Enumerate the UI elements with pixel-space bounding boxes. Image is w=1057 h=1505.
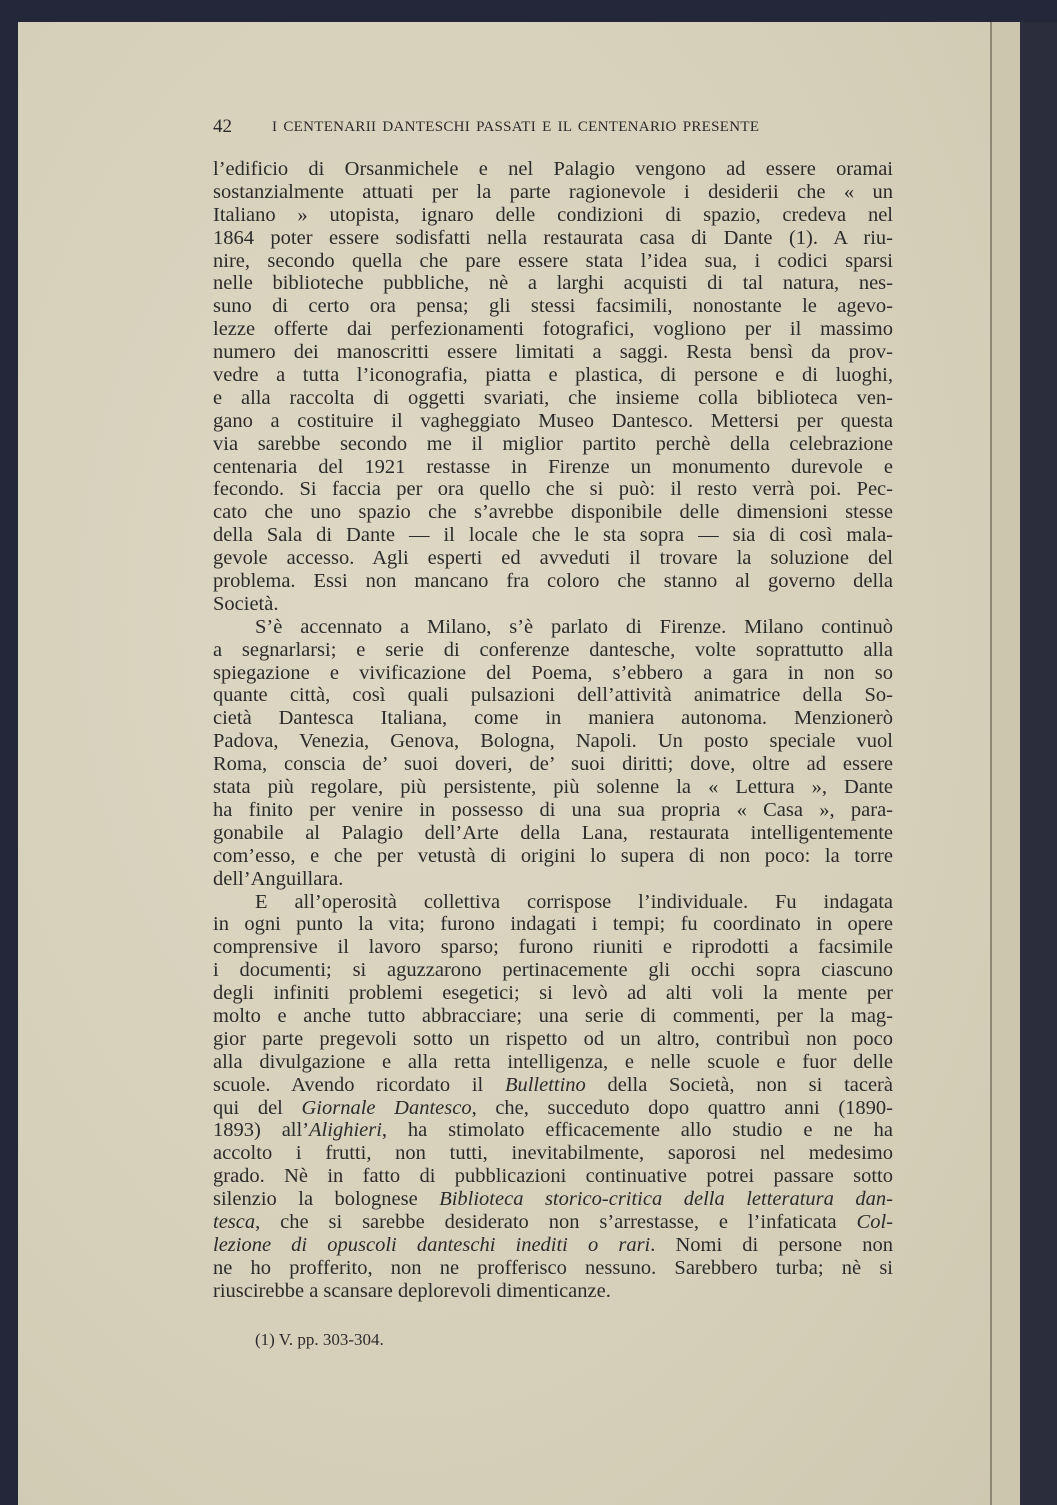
text-line: [213, 1074, 893, 1097]
text-line: [213, 318, 893, 341]
footnote: (1) V. pp. 303-304.: [255, 1330, 384, 1349]
text-segment: . Nomi di persone non: [650, 1233, 893, 1256]
italic-title: Bullettino: [504, 1073, 586, 1096]
text-segment: com’esso, e che per vetustà di origini lo supera di non poco: la torre: [213, 844, 893, 867]
text-line: [213, 730, 893, 753]
text-segment: ha finito per venire in possesso di una sua propria « Casa », para-: [213, 798, 893, 821]
text-line: [213, 478, 893, 501]
text-segment: i documenti; si aguzzarono pertinacemente gli occhi sopra ciascuno: [213, 959, 893, 982]
text-line: [213, 570, 893, 593]
text-line: [213, 410, 893, 433]
text-segment: centenaria del 1921 restasse in Firenze un monumento durevole e: [213, 455, 893, 478]
text-segment: Padova, Venezia, Genova, Bologna, Napoli. Un posto speciale vuol: [213, 730, 893, 753]
text-segment: silenzio la bolognese: [213, 1188, 440, 1211]
text-segment: della Società, non si tacerà: [585, 1073, 893, 1096]
text-segment: nire, secondo quella che pare essere stata l’idea sua, i codici sparsi: [213, 249, 893, 272]
text-line: [213, 1119, 893, 1142]
text-segment: gior parte pregevoli sotto un rispetto od un altro, contribuì non poco: [213, 1027, 893, 1050]
text-line: [213, 684, 893, 707]
text-line: [213, 707, 893, 730]
text-line: [213, 1188, 893, 1211]
italic-title: lezione di opuscoli danteschi inediti o rari: [213, 1233, 651, 1256]
text-segment: sostanzialmente attuati per la parte ragionevole i desiderii che « un: [213, 180, 893, 203]
text-line: [213, 616, 893, 639]
text-segment: quante città, così quali pulsazioni dell’attività animatrice della So-: [213, 684, 893, 707]
running-head: I CENTENARII DANTESCHI PASSATI E IL CENTENARIO PRESENTE: [272, 119, 760, 135]
text-segment: numero dei manoscritti essere limitati a saggi. Resta bensì da prov-: [213, 341, 893, 364]
page-number: 42: [213, 116, 232, 137]
italic-title: tesca: [213, 1210, 256, 1233]
text-line: [213, 662, 893, 685]
text-line: [213, 1097, 893, 1120]
text-line: [213, 845, 893, 868]
italic-title: Col-: [856, 1210, 893, 1233]
text-line: [213, 593, 893, 616]
text-segment: vedre a tutta l’iconografia, piatta e plastica, di persone e di luoghi,: [213, 364, 893, 387]
text-line: [213, 433, 893, 456]
text-line: [213, 753, 893, 776]
text-segment: riuscirebbe a scansare deplorevoli dimenticanze.: [213, 1279, 611, 1302]
italic-title: Alighieri: [309, 1119, 382, 1142]
text-line: [213, 822, 893, 845]
text-segment: gevole accesso. Agli esperti ed avveduti il trovare la soluzione del: [213, 547, 893, 570]
text-segment: gonabile al Palagio dell’Arte della Lana, restaurata intelligentemente: [213, 821, 893, 844]
text-line: [213, 250, 893, 273]
text-segment: , che si sarebbe desiderato non s’arrestasse, e l’infaticata: [255, 1210, 857, 1233]
text-segment: grado. Nè in fatto di pubblicazioni continuative potrei passare sotto: [213, 1165, 893, 1188]
text-line: [213, 547, 893, 570]
text-segment: , che, succeduto dopo quattro anni (1890-: [471, 1096, 893, 1119]
text-segment: comprensive il lavoro sparso; furono riuniti e riprodotti a facsimile: [213, 936, 893, 959]
text-line: [213, 936, 893, 959]
text-line: [213, 341, 893, 364]
text-line: [213, 1028, 893, 1051]
text-line: [213, 982, 893, 1005]
text-line: [213, 1165, 893, 1188]
text-segment: Società.: [213, 592, 279, 615]
text-segment: problema. Essi non mancano fra coloro che stanno al governo della: [213, 570, 893, 593]
text-segment: lezze offerte dai perfezionamenti fotografici, vogliono per il massimo: [213, 318, 893, 341]
text-line: [213, 272, 893, 295]
text-segment: alla divulgazione e alla retta intelligenza, e nelle scuole e fuor delle: [213, 1050, 893, 1073]
italic-title: Giornale Dantesco: [301, 1096, 472, 1119]
text-line: [213, 227, 893, 250]
text-segment: stata più regolare, più persistente, più solenne la « Lettura », Dante: [213, 776, 893, 799]
text-line: [213, 158, 893, 181]
text-line: [213, 913, 893, 936]
text-line: [213, 639, 893, 662]
text-segment: fecondo. Si faccia per ora quello che si può: il resto verrà poi. Pec-: [213, 478, 893, 501]
text-segment: suno di certo ora pensa; gli stessi facsimili, nonostante le agevo-: [213, 295, 893, 318]
text-segment: e alla raccolta di oggetti svariati, che insieme colla biblioteca ven-: [213, 386, 893, 409]
text-line: [213, 1211, 893, 1234]
text-segment: gano a costituire il vagheggiato Museo Dantesco. Mettersi per questa: [213, 409, 893, 432]
text-segment: scuole. Avendo ricordato il: [213, 1073, 505, 1096]
text-segment: degli infiniti problemi esegetici; si levò ad alti voli la mente per: [213, 982, 893, 1005]
text-segment: via sarebbe secondo me il miglior partito perchè della celebrazione: [213, 432, 893, 455]
page-header: [213, 116, 893, 138]
text-segment: cato che uno spazio che s’avrebbe disponibile delle dimensioni stesse: [213, 501, 893, 524]
body-text: [213, 158, 893, 1303]
text-segment: in ogni punto la vita; furono indagati i tempi; fu coordinato in opere: [213, 913, 893, 936]
text-segment: accolto i frutti, non tutti, inevitabilmente, saporosi nel medesimo: [213, 1142, 893, 1165]
text-line: [213, 1051, 893, 1074]
text-line: [213, 456, 893, 479]
text-line: [213, 1234, 893, 1257]
text-segment: 1864 poter essere sodisfatti nella restaurata casa di Dante (1). A riu-: [213, 226, 893, 249]
text-segment: qui del: [213, 1096, 302, 1119]
text-line: [213, 295, 893, 318]
italic-title: Biblioteca storico-critica della letteratura dan-: [439, 1188, 893, 1211]
text-line: [213, 1005, 893, 1028]
text-line: [213, 776, 893, 799]
text-line: [213, 1280, 893, 1303]
scan-background: [1020, 22, 1057, 1505]
text-segment: nelle biblioteche pubbliche, nè a larghi acquisti di tal natura, nes-: [213, 272, 893, 295]
text-line: [213, 868, 893, 891]
text-segment: spiegazione e vivificazione del Poema, s’ebbero a gara in non so: [213, 661, 893, 684]
text-line: [213, 387, 893, 410]
text-segment: Italiano » utopista, ignaro delle condizioni di spazio, credeva nel: [213, 203, 893, 226]
text-segment: , ha stimolato efficacemente allo studio e ne ha: [381, 1119, 893, 1142]
text-line: [213, 524, 893, 547]
text-segment: molto e anche tutto abbracciare; una serie di commenti, per la mag-: [213, 1004, 893, 1027]
text-segment: E all’operosità collettiva corrispose l’individuale. Fu indagata: [255, 890, 893, 913]
text-segment: della Sala di Dante — il locale che le sta sopra — sia di così mala-: [213, 524, 893, 547]
text-segment: cietà Dantesca Italiana, come in maniera autonoma. Menzionerò: [213, 707, 893, 730]
text-line: [213, 501, 893, 524]
text-segment: 1893) all’: [213, 1119, 310, 1142]
text-line: [213, 1257, 893, 1280]
text-segment: ne ho profferito, non ne profferisco nessuno. Sarebbero turba; nè si: [213, 1256, 893, 1279]
text-line: [213, 364, 893, 387]
text-line: [213, 891, 893, 914]
text-segment: dell’Anguillara.: [213, 867, 344, 890]
text-segment: a segnarlarsi; e serie di conferenze dantesche, volte soprattutto alla: [213, 638, 893, 661]
text-line: [213, 204, 893, 227]
text-segment: l’edificio di Orsanmichele e nel Palagio vengono ad essere oramai: [213, 158, 893, 180]
text-line: [213, 959, 893, 982]
text-segment: S’è accennato a Milano, s’è parlato di Firenze. Milano continuò: [255, 615, 893, 638]
text-segment: Roma, conscia de’ suoi doveri, de’ suoi diritti; dove, oltre ad essere: [213, 753, 893, 776]
text-line: [213, 181, 893, 204]
text-line: [213, 799, 893, 822]
text-line: [213, 1142, 893, 1165]
